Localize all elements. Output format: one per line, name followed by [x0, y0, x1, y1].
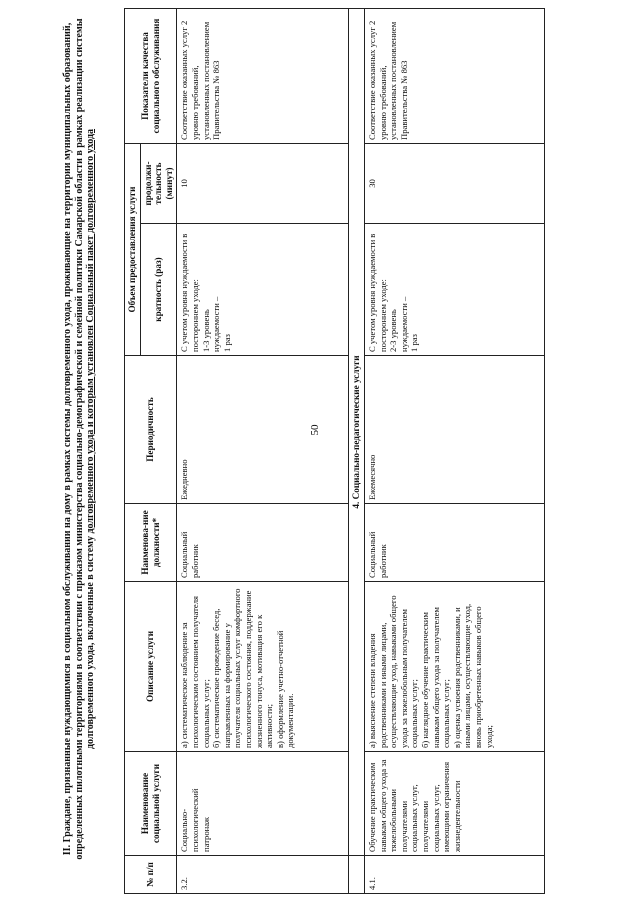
cell-position: Социальный работник — [364, 504, 544, 582]
header-periodicity: Периодичность — [125, 356, 177, 504]
title-line-2: долговременного ухода и которым установлен Социальный пакет долговременного ухода — [85, 128, 96, 534]
cell-service-name: Обучение практическим навыкам общего ухода за тяжелобольными получателями социальных услуг, получателями социальных услуг, имеющими ограничения жизнедеятельности — [364, 752, 544, 856]
cell-num: 4.1. — [364, 856, 544, 894]
title-line-1: II. Граждане, признанные нуждающимися в социальном обслуживании на дому в рамках системы долговременного ухода, проживающие на территории муниципальных образований, определенных пилотными территориями в соответствии с приказом министерства социально-демографической и семейной политики Самарской области в рамках реализации системы долговременного ухода, включенные в систему — [62, 18, 96, 860]
description-item: в) оценка усвоения родственниками, и иными лицами, осуществляющие уход, вновь приобретенных навыков общего ухода; — [451, 601, 494, 748]
description-item: б) систематическое проведение бесед, направленных на формирование у получателя социальных услуг комфортного психологического состояния, поддержание жизненного тонуса, мотивация его к активности; — [211, 586, 275, 748]
services-table — [124, 8, 545, 894]
section-title — [62, 9, 124, 869]
multiplicity-line: нуждаемости – — [211, 296, 222, 352]
description-item: в) оформление учетно-отчетной документации. — [274, 628, 296, 748]
cell-duration: 10 — [177, 144, 349, 224]
description-item: а) выяснение степени владения родственниками и иными лицами, осуществляющие уход, навыками общего ухода за тяжелобольным получателем социальных услуг; — [366, 593, 420, 748]
section-label: 4. Социально-педагогические услуги — [349, 9, 365, 856]
cell-description — [177, 582, 349, 752]
cell-quality: Соответствие оказанных услуг 2 уровню требований, установленных постановлением Правительства № 863 — [177, 9, 349, 144]
header-position: Наименова-ние должности* — [125, 504, 177, 582]
header-multiplicity: кратность (раз) — [140, 224, 177, 356]
header-service-name: Наименование социальной услуги — [125, 752, 177, 856]
multiplicity-line: 2-3 уровень — [388, 309, 399, 352]
table-row — [364, 9, 544, 894]
cell-description — [364, 582, 544, 752]
cell-num: 3.2. — [177, 856, 349, 894]
header-num: № п/п — [125, 856, 177, 894]
header-quality: Показатели качества социального обслуживания — [125, 9, 177, 144]
multiplicity-line: 1 раз — [409, 334, 420, 352]
multiplicity-line: С учетом уровня нуждаемости в постороннем уходе: — [179, 231, 200, 352]
cell-position: Социальный работник — [177, 504, 349, 582]
section-row — [349, 9, 365, 894]
cell-periodicity: Ежедневно — [177, 356, 349, 504]
cell-multiplicity — [364, 224, 544, 356]
description-item: а) систематическое наблюдение за психологическим состоянием получателя социальных услуг; — [179, 593, 211, 748]
header-volume: Объем предоставления услуги — [125, 144, 141, 356]
page-number: 50 — [309, 424, 321, 436]
header-row-1 — [125, 9, 141, 894]
cell-quality: Соответствие оказанных услуг 2 уровню требований, установленных постановлением Правительства № 863 — [364, 9, 544, 144]
table-row — [177, 9, 349, 894]
cell-empty — [349, 856, 365, 894]
multiplicity-line: 1 раз — [221, 334, 232, 352]
multiplicity-line: нуждаемости – — [398, 296, 409, 352]
multiplicity-line: С учетом уровня нуждаемости в постороннем уходе: — [366, 231, 388, 352]
header-duration: продолжи-тельность (минут) — [140, 144, 177, 224]
cell-duration: 30 — [364, 144, 544, 224]
description-item: б) наглядное обучение практическим навыкам общего ухода за получателем социальных услуг; — [419, 604, 452, 748]
cell-periodicity: Ежемесячно — [364, 356, 544, 504]
cell-multiplicity — [177, 224, 349, 356]
multiplicity-line: 1-3 уровень — [200, 309, 211, 352]
header-description: Описание услуги — [125, 582, 177, 752]
cell-service-name: Социально-психологический патронаж — [177, 752, 349, 856]
